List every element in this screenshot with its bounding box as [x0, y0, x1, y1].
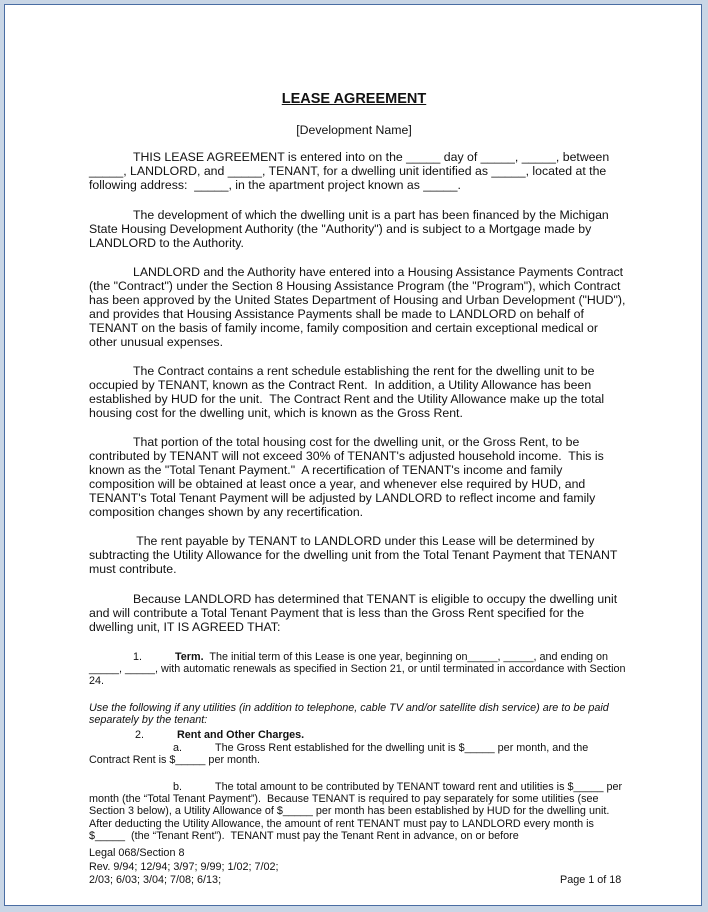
paragraph-financing — [89, 208, 629, 250]
section-rent-a — [89, 742, 629, 766]
paragraph-tenant-payment-text: That portion of the total housing cost for the dwelling unit, or the Gross Rent, to be contributed by TENANT will not exceed 30% of TENANT's adjusted household income. This is known as the "Total Tenant Payment." A recertification of TENANT's income and family composition will be obtained at least once a year, and whenever else required by HUD, and TENANT's Total Tenant Payment will be adjusted by LANDLORD to reflect income and family composition changes shown by any recertification. — [89, 435, 608, 520]
paragraph-rent-payable — [89, 534, 629, 576]
paragraph-rent-schedule — [89, 364, 629, 420]
paragraph-contract-text: LANDLORD and the Authority have entered into a Housing Assistance Payments Contract (the "Contract") under the Section 8 Housing Assistance Program (the "Program"), which Contract has been approved by the United States Department of Housing and Urban Development ("HUD"), and provides that Housing Assistance Payments shall be made to LANDLORD on behalf of TENANT on the basis of family income, family composition and certain exceptional medical or other unusual expenses. — [89, 265, 629, 350]
section-rent-b-text: The total amount to be contributed by TENANT toward rent and utilities is $_____ per month (the “Total Tenant Payment”). Because TENANT is required to pay separately for some utilities (see Section 3 below), a Utility Allowance of $_____ per month has been established by HUD for the dwelling unit. After deducting the Utility Allowance, the amount of rent TENANT must pay to LANDLORD every month is $_____ (the “Tenant Rent”). TENANT must pay the Tenant Rent in advance, on or before — [89, 781, 626, 842]
paragraph-contract — [89, 265, 629, 350]
paragraph-rent-payable-text: The rent payable by TENANT to LANDLORD under this Lease will be determined by subtracting the Utility Allowance for the dwelling unit from the Total Tenant Payment that TENANT must contribute. — [89, 534, 621, 577]
section-rent-b-letter: b. — [173, 781, 183, 793]
section-term-text: The initial term of this Lease is one year, beginning on_____, _____, and ending on _____, _____, with automatic renewals as specified in Section 21, or until terminated in accordance with Section 24. — [89, 651, 629, 688]
section-rent-b — [89, 781, 629, 842]
paragraph-intro-text: THIS LEASE AGREEMENT is entered into on the _____ day of _____, _____, between _____, LANDLORD, and _____, TENANT, for a dwelling unit identified as _____, located at the following address: _____, in the apartment project known as _____. — [89, 150, 613, 193]
paragraph-rent-schedule-text: The Contract contains a rent schedule establishing the rent for the dwelling unit to be occupied by TENANT, known as the Contract Rent. In addition, a Utility Allowance has been established by HUD for the unit. The Contract Rent and the Utility Allowance make up the total housing cost for the dwelling unit, which is known as the Gross Rent. — [89, 364, 608, 421]
footer-revision-2: 2/03; 6/03; 3/04; 7/08; 6/13; — [89, 874, 222, 886]
section-rent-heading: Rent and Other Charges. — [177, 729, 305, 741]
paragraph-tenant-payment — [89, 435, 629, 520]
development-name: [Development Name] — [296, 123, 412, 137]
footer-revision-1: Rev. 9/94; 12/94; 3/97; 9/99; 1/02; 7/02; — [89, 861, 279, 873]
section-rent-a-letter: a. — [173, 742, 183, 754]
section-rent — [89, 729, 629, 741]
document-page — [5, 5, 703, 907]
footer-form-number: Legal 068/Section 8 — [89, 847, 185, 859]
paragraph-agreement — [89, 592, 629, 634]
section-term-number: 1. — [133, 651, 143, 663]
document-title: LEASE AGREEMENT — [281, 91, 427, 107]
paragraph-financing-text: The development of which the dwelling unit is a part has been financed by the Michigan State Housing Development Authority (the "Authority") and is subject to a Mortgage made by LANDLORD to the Authority. — [89, 208, 613, 251]
utilities-note: Use the following if any utilities (in addition to telephone, cable TV and/or satellite dish service) are to be paid separately by the tenant: — [89, 702, 612, 727]
section-rent-number: 2. — [135, 729, 145, 741]
section-term — [89, 651, 629, 688]
paragraph-intro — [89, 150, 629, 192]
document-frame — [4, 4, 702, 906]
page-number: Page 1 of 18 — [560, 874, 622, 886]
section-term-heading: Term. — [175, 651, 204, 663]
section-rent-a-text: The Gross Rent established for the dwelling unit is $_____ per month, and the Contract Rent is $_____ per month. — [89, 742, 592, 767]
paragraph-agreement-text: Because LANDLORD has determined that TENANT is eligible to occupy the dwelling unit and will contribute a Total Tenant Payment that is less than the Gross Rent specified for the dwelling unit, IT IS AGREED THAT: — [89, 592, 621, 635]
